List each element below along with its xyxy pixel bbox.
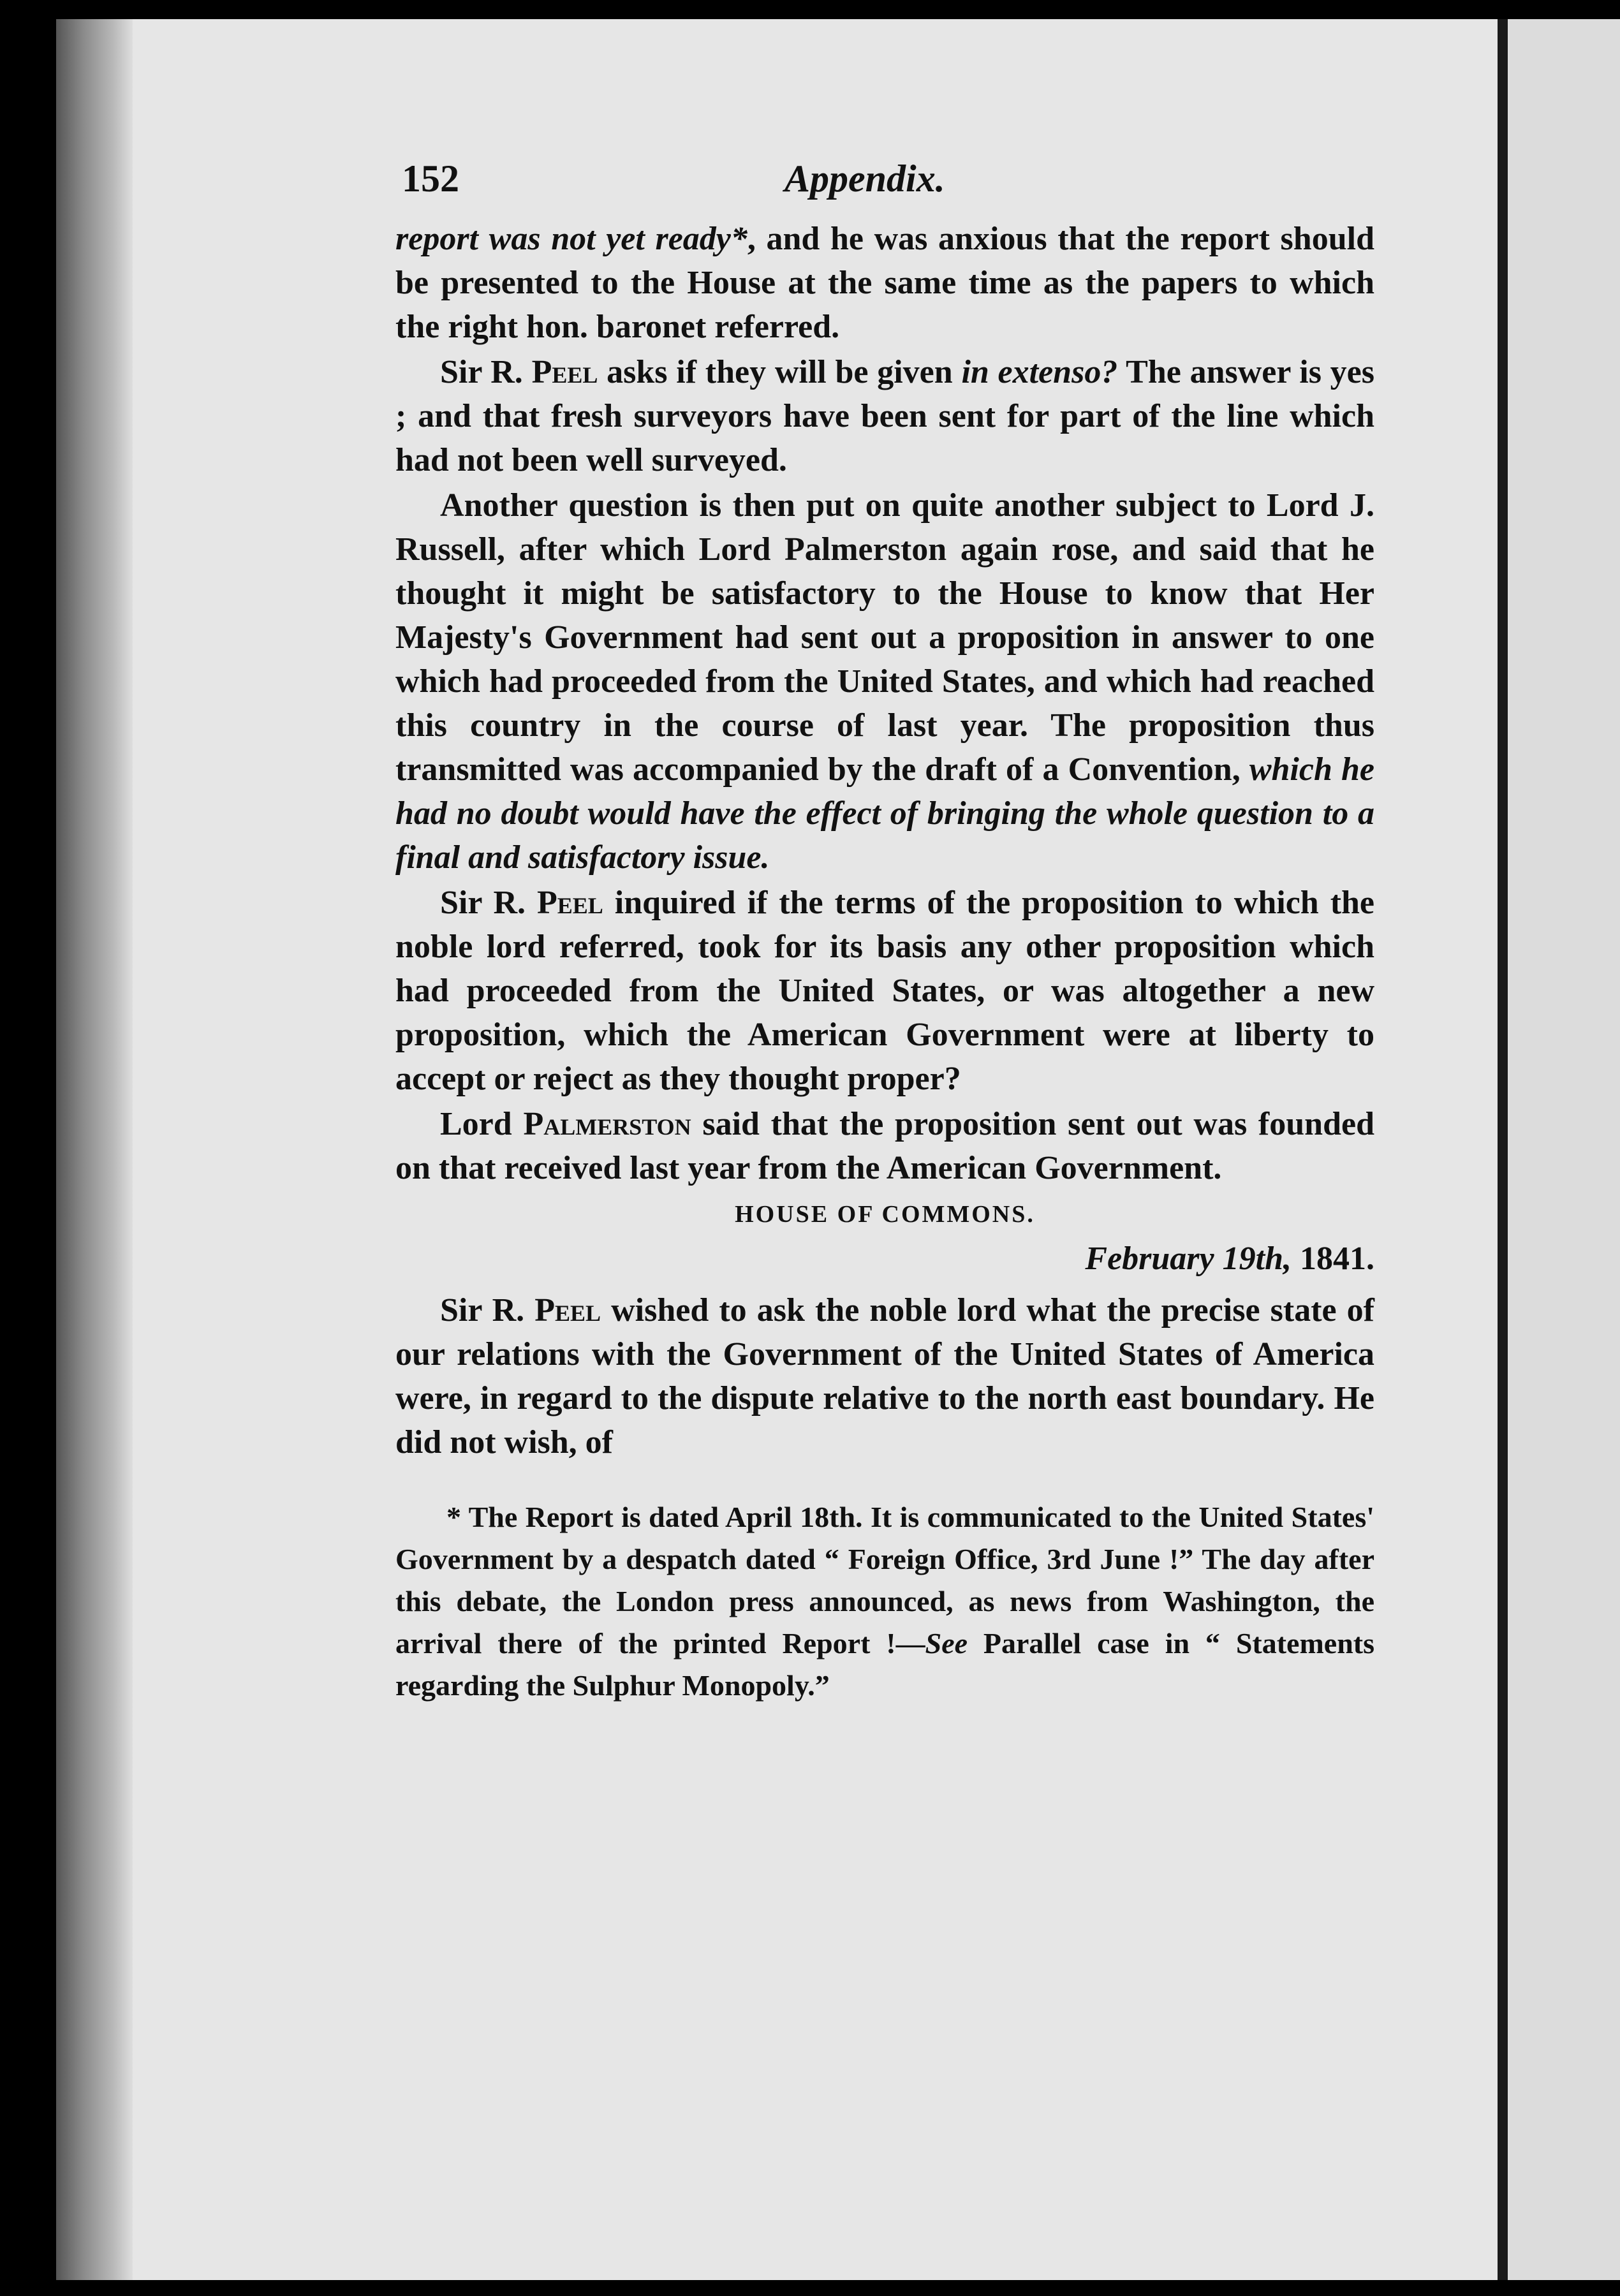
paragraph-2-lead: Sir R.: [440, 354, 532, 390]
paragraph-4-lead: Sir R.: [440, 885, 538, 921]
paragraph-4-text: inquired if the terms of the proposition to which the noble lord referred, took for its basis any other proposition which had proceeded from the United States, or was altogether a new proposition, which the American Government were at liberty to accept or reject as they thought proper?: [395, 885, 1375, 1097]
footnote: [395, 1496, 1374, 1707]
facing-page-margin: [1508, 19, 1620, 2280]
paragraph-4: [395, 881, 1374, 1101]
speaker-name: Peel: [534, 1292, 601, 1328]
paragraph-2: [395, 350, 1374, 482]
paragraph-6: [395, 1288, 1374, 1464]
date-year: 1841.: [1292, 1240, 1374, 1277]
footnote-text-b: Parallel case in “ Statements regarding the Sulphur Monopoly.”: [395, 1627, 1374, 1702]
page-header: [395, 153, 1374, 217]
running-title: Appendix.: [784, 158, 945, 200]
page-number: 152: [402, 158, 459, 200]
paragraph-2-text-a: asks if they will be given: [598, 354, 962, 390]
footnote-text-a: * The Report is dated April 18th. It is communicated to the United States' Government by a despatch dated “ Foreign Office, 3rd June !” The day after this debate, the London press announced, as news from Washington, the arrival there of the printed Report !—: [395, 1501, 1374, 1659]
speaker-name: Peel: [537, 885, 603, 921]
page-edge: [1498, 19, 1508, 2280]
section-heading: HOUSE OF COMMONS.: [735, 1201, 1035, 1228]
paragraph-6-lead: Sir R.: [440, 1292, 535, 1328]
speaker-name: Peel: [531, 354, 598, 390]
paragraph-3-italic: which he had no doubt would have the effect of bringing the whole question to a final and satisfactory issue.: [395, 751, 1374, 876]
paragraph-5-lead: Lord: [440, 1106, 524, 1142]
date-line: [395, 1236, 1374, 1282]
paragraph-3: [395, 483, 1374, 879]
paragraph-3-text: Another question is then put on quite another subject to Lord J. Russell, after which Lord Palmerston again rose, and said that he thought it might be satisfactory to the House to know that Her Majesty's Government had sent out a proposition in answer to one which had proceeded from the United States, and which had reached this country in the course of last year. The proposition thus transmitted was accompanied by the draft of a Convention,: [395, 487, 1374, 788]
paragraph-1-italic: report was not yet ready*: [395, 221, 747, 257]
page-text: [395, 153, 1374, 1736]
page-gutter-shadow: [56, 19, 133, 2280]
paragraph-2-text-b: The answer is yes ; and that fresh surveyors have been sent for part of the line which had not been well surveyed.: [395, 354, 1374, 478]
paragraph-6-text: wished to ask the noble lord what the precise state of our relations with the Government of the United States of America were, in regard to the dispute relative to the north east boundary. He did not wish, of: [395, 1292, 1374, 1461]
paragraph-5-text: said that the proposition sent out was founded on that received last year from the American Government.: [395, 1106, 1374, 1186]
footnote-see: See: [925, 1627, 968, 1659]
paragraph-2-italic: in extenso?: [961, 354, 1118, 390]
paragraph-1: [395, 217, 1374, 349]
date-italic: February 19th,: [1085, 1240, 1292, 1277]
paragraph-1-text: , and he was anxious that the report should be presented to the House at the same time as the papers to which the right hon. baronet referred.: [395, 221, 1374, 345]
paragraph-5: [395, 1102, 1374, 1190]
speaker-name: Palmerston: [523, 1106, 691, 1142]
